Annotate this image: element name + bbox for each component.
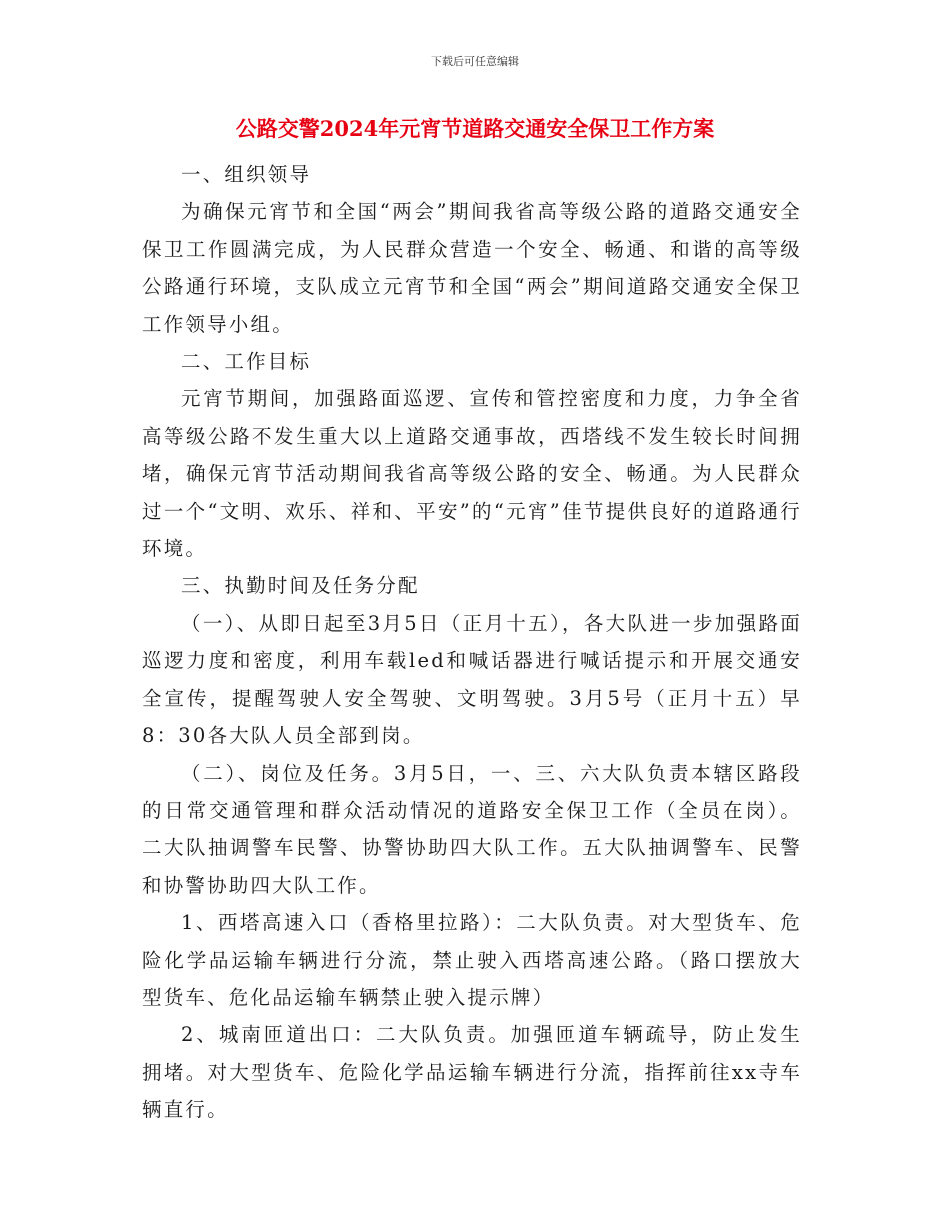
- paragraph: （二）、岗位及任务。3月5日，一、三、六大队负责本辖区路段的日常交通管理和群众活动情况的道路安全保卫工作（全员在岗）。二大队抽调警车民警、协警协助四大队工作。五大队抽调警车、民警和协警协助四大队工作。: [142, 761, 802, 897]
- document-title: 公路交警2024年元宵节道路交通安全保卫工作方案: [235, 116, 715, 141]
- paragraph: 1、西塔高速入口（香格里拉路）：二大队负责。对大型货车、危险化学品运输车辆进行分流，禁止驶入西塔高速公路。（路口摆放大型货车、危化品运输车辆禁止驶入提示牌）: [142, 911, 802, 1009]
- section-heading: 三、执勤时间及任务分配: [181, 574, 420, 598]
- paragraph: （一）、从即日起至3月5日（正月十五），各大队进一步加强路面巡逻力度和密度，利用车载led和喊话器进行喊话提示和开展交通安全宣传，提醒驾驶人安全驾驶、文明驾驶。3月5号（正月十五）早8：30各大队人员全部到岗。: [142, 611, 802, 748]
- section-heading: 二、工作目标: [181, 350, 312, 374]
- paragraph: 元宵节期间，加强路面巡逻、宣传和管控密度和力度，力争全省高等级公路不发生重大以上道路交通事故，西塔线不发生较长时间拥堵，确保元宵节活动期间我省高等级公路的安全、畅通。为人民群众过一个“文明、欢乐、祥和、平安”的“元宵”佳节提供良好的道路通行环境。: [142, 387, 802, 561]
- section-heading: 一、组织领导: [181, 163, 312, 186]
- paragraph: 为确保元宵节和全国“两会”期间我省高等级公路的道路交通安全保卫工作圆满完成，为人民群众营造一个安全、畅通、和谐的高等级公路通行环境，支队成立元宵节和全国“两会”期间道路交通安全保卫工作领导小组。: [142, 200, 802, 336]
- paragraph: 2、城南匝道出口：二大队负责。加强匝道车辆疏导，防止发生拥堵。对大型货车、危险化学品运输车辆进行分流，指挥前往xx寺车辆直行。: [142, 1023, 802, 1122]
- document-body: [142, 156, 802, 1129]
- header-note: 下载后可任意编辑: [431, 55, 519, 68]
